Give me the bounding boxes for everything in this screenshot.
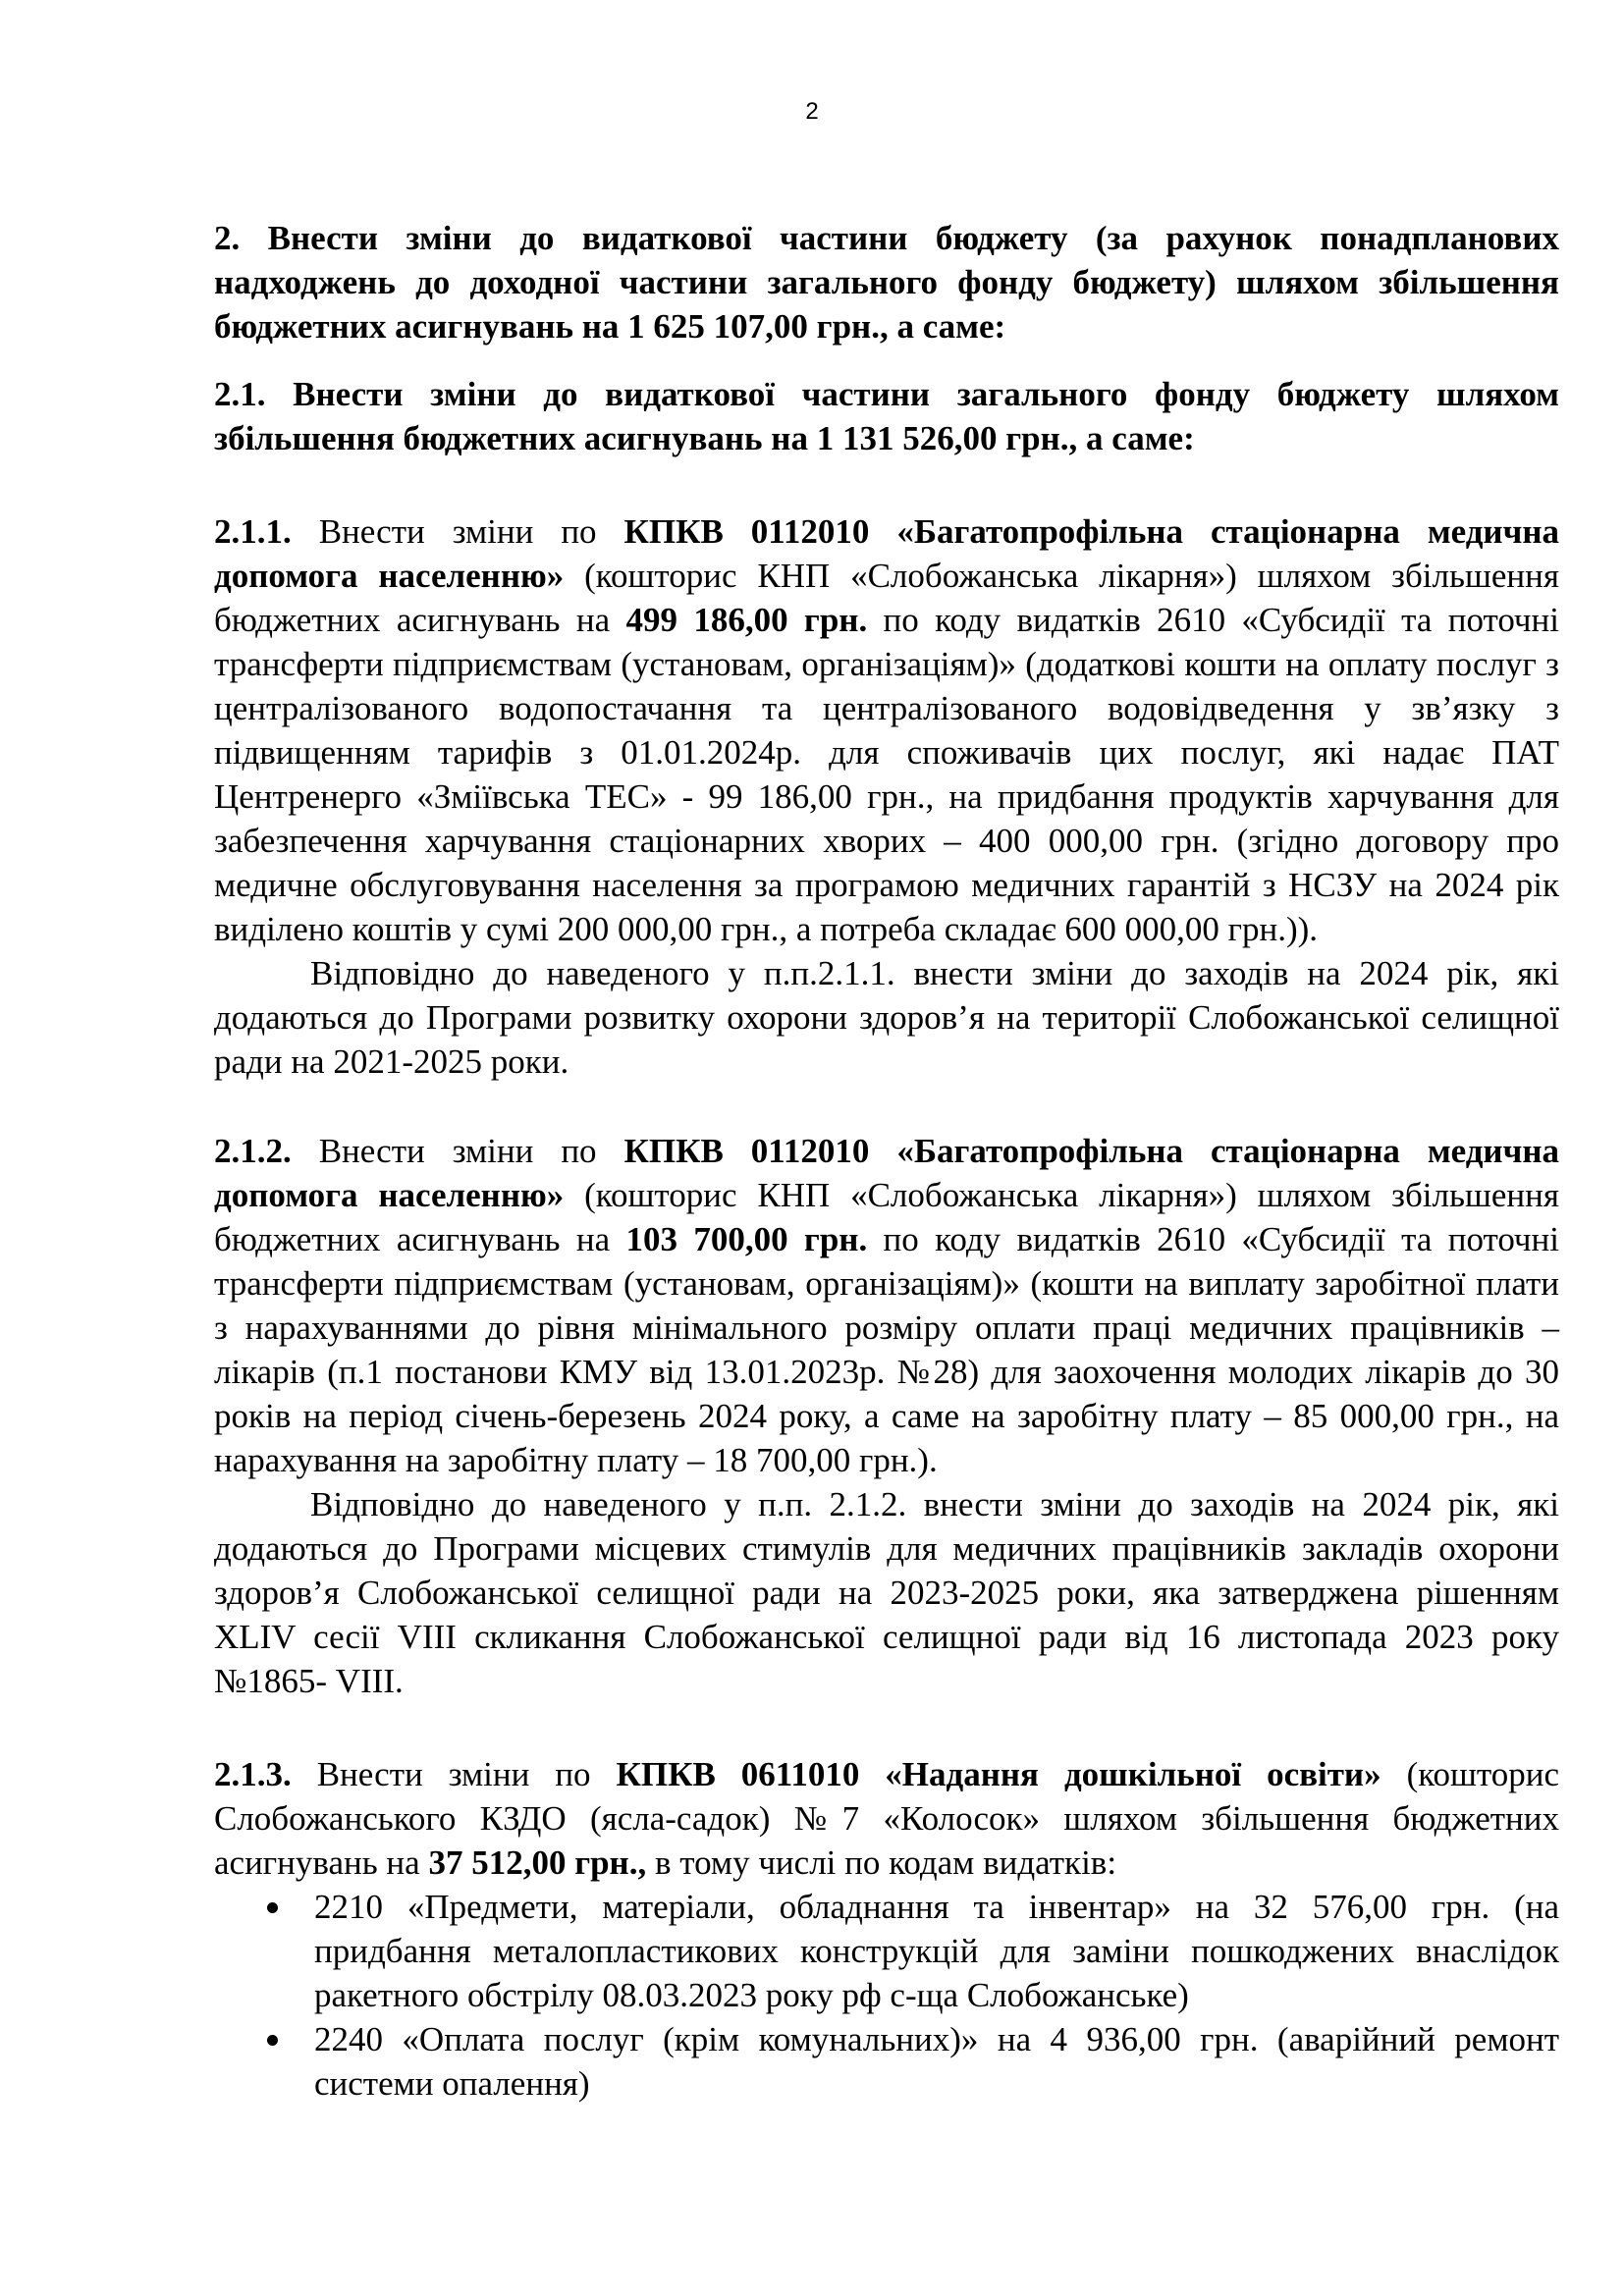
item-2-1-1-kpkv: КПКВ 0112010 «Багатопрофільна стаціонарна медична допомога населенню»	[214, 512, 1560, 595]
item-2-1-2-number: 2.1.2.	[214, 1132, 292, 1170]
item-2-1-2-paragraph	[214, 1129, 1559, 1482]
bullet-icon	[267, 1902, 278, 1913]
page-number: 2	[805, 98, 819, 125]
item-2-1-3-kpkv: КПКВ 0611010 «Надання дошкільної освіти»	[616, 1755, 1381, 1793]
item-2-1-3-number: 2.1.3.	[214, 1755, 292, 1793]
item-2-1-3-amount: 37 512,00 грн.,	[428, 1843, 647, 1882]
item-2-1-2-text-2: (кошторис КНП «Слобожанська лікарня») шляхом збільшення бюджетних асигнувань на	[214, 1176, 1559, 1258]
item-2-1-2-text-3: по коду видатків 2610 «Субсидії та поточні трансферти підприємствам (установам, організаціям)» (кошти на виплату заробітної плати з нарахуваннями до рівня мінімального розміру оплати праці медичних працівників – лікарів (п.1 постанови КМУ від 13.01.2023р. №28) для заохочення молодих лікарів до 30 років на період січень-березень 2024 року, а саме на заробітну плату – 85 000,00 грн., на нарахування на заробітну плату – 18 700,00 грн.).	[214, 1220, 1559, 1479]
bullet-text: 2240 «Оплата послуг (крім комунальних)» на 4 936,00 грн. (аварійний ремонт системи опалення)	[314, 2020, 1559, 2103]
item-2-1-3-text-3: в тому числі по кодам видатків:	[646, 1843, 1117, 1882]
item-2-1-1-amount: 499 186,00 грн.	[625, 601, 868, 639]
bullet-icon	[267, 2035, 278, 2046]
item-2-1-3-text-1: Внести зміни по	[291, 1755, 617, 1793]
item-2-1-1-number: 2.1.1.	[214, 512, 292, 551]
item-2-1-1-text-1: Внести зміни по	[291, 512, 624, 551]
item-2-1-1-text-3: по коду видатків 2610 «Субсидії та поточні трансферти підприємствам (установам, організаціям)» (додаткові кошти на оплату послуг з централізованого водопостачання та централізованого водовідведення у зв’язку з підвищенням тарифів з 01.01.2024р. для споживачів цих послуг, які надає ПАТ Центренерго «Зміївська ТЕС» - 99 186,00 грн., на придбання продуктів харчування для забезпечення харчування стаціонарних хворих – 400 000,00 грн. (згідно договору про медичне обслуговування населення за програмою медичних гарантій з НСЗУ на 2024 рік виділено коштів у сумі 200 000,00 грн., а потреба складає 600 000,00 грн.)).	[214, 601, 1559, 948]
bullet-text: 2210 «Предмети, матеріали, обладнання та інвентар» на 32 576,00 грн. (на придбання металопластикових конструкцій для заміни пошкоджених внаслідок ракетного обстрілу 08.03.2023 року рф с-ща Слобожанське)	[314, 1888, 1559, 2014]
item-2-1-3-bullet-list	[214, 1885, 1559, 2106]
item-2-1-1-text-2: (кошторис КНП «Слобожанська лікарня») шляхом збільшення бюджетних асигнувань на	[214, 557, 1559, 639]
item-2-1-3-text-2: (кошторис Слобожанського КЗДО (ясла-садок) №7 «Колосок» шляхом збільшення бюджетних асигнувань на	[214, 1755, 1559, 1882]
item-2-1-2-note: Відповідно до наведеного у п.п. 2.1.2. внести зміни до заходів на 2024 рік, які додаються до Програми місцевих стимулів для медичних працівників закладів охорони здоров’я Слобожанської селищної ради на 2023-2025 роки, яка затверджена рішенням XLIV сесії VIII скликання Слобожанської селищної ради від 16 листопада 2023 року №1865- VIII.	[214, 1485, 1559, 1700]
item-2-1-2-text-1: Внести зміни по	[291, 1132, 624, 1170]
section-2-paragraph: 2. Внести зміни до видаткової частини бюджету (за рахунок понадпланових надходжень до доходної частини загального фонду бюджету) шляхом збільшення бюджетних асигнувань на 1 625 107,00 грн., а саме:	[214, 219, 1559, 346]
item-2-1-1-paragraph	[214, 509, 1559, 951]
document-body	[214, 216, 1559, 2106]
list-item	[314, 2017, 1559, 2106]
list-item	[314, 1885, 1559, 2017]
item-2-1-1-note: Відповідно до наведеного у п.п.2.1.1. внести зміни до заходів на 2024 рік, які додаються до Програми розвитку охорони здоров’я на території Слобожанської селищної ради на 2021-2025 роки.	[214, 954, 1559, 1081]
item-2-1-2-kpkv: КПКВ 0112010 «Багатопрофільна стаціонарна медична допомога населенню»	[214, 1132, 1560, 1214]
item-2-1-3-paragraph	[214, 1752, 1559, 1885]
item-2-1-2-amount: 103 700,00 грн.	[625, 1220, 868, 1258]
section-2-1-paragraph: 2.1. Внести зміни до видаткової частини загального фонду бюджету шляхом збільшення бюджетних асигнувань на 1 131 526,00 грн., а саме:	[214, 375, 1559, 457]
